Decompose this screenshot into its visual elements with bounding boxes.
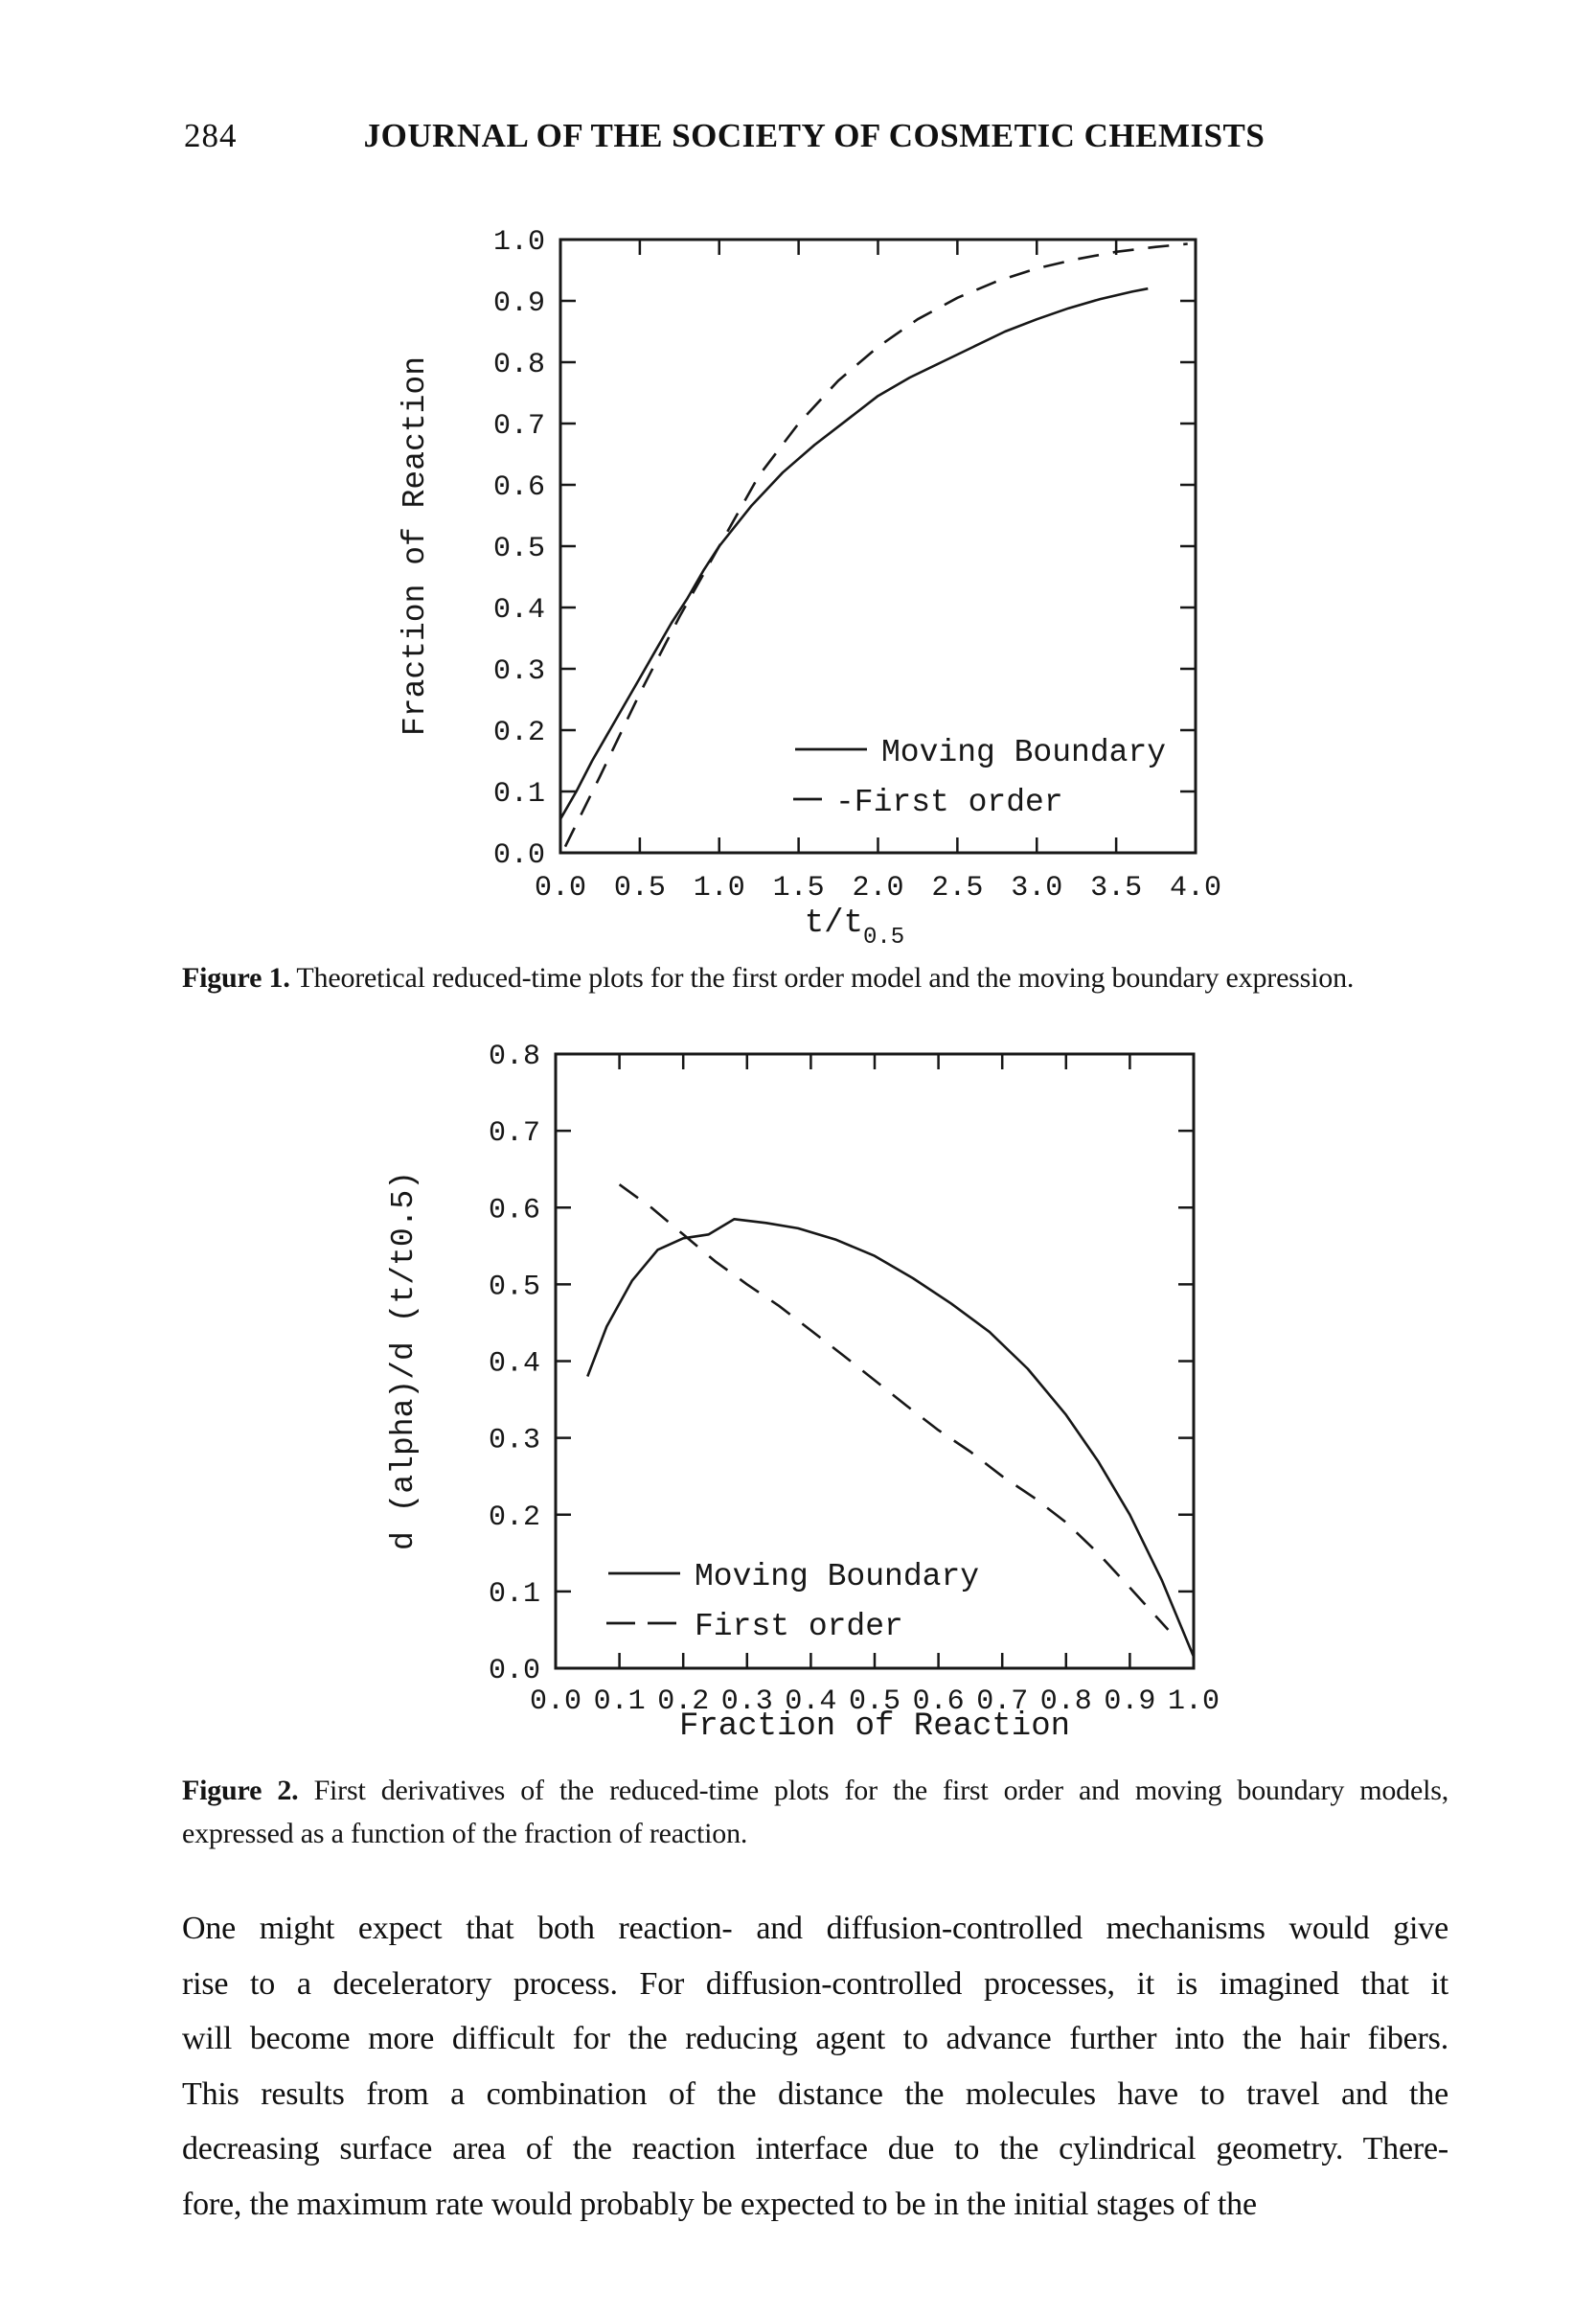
body-text-line: rise to a deceleratory process. For diffusion-controlled processes, it is imagined that it [182,1965,1448,2002]
page-number: 284 [184,117,238,154]
x-tick-label: 2.5 [931,872,984,905]
figure-1-chart [268,163,1303,987]
journal-title: JOURNAL OF THE SOCIETY OF COSMETIC CHEMISTS [363,117,1265,154]
x-tick-label: 0.0 [529,1685,582,1718]
figure-2-caption [182,1769,1448,1855]
y-tick-label: 0.2 [488,1501,540,1534]
x-tick-label: 0.5 [848,1685,901,1718]
y-axis-title: Fraction of Reaction [398,355,433,737]
x-tick-label: 2.0 [852,872,904,905]
x-tick-label: 0.8 [1039,1685,1092,1718]
y-tick-label: 1.0 [492,226,545,259]
body-text-line: decreasing surface area of the reaction interface due to the cylindrical geometry. There- [182,2131,1448,2166]
y-tick-label: 0.3 [492,655,545,688]
figure-2-caption-line: Figure 2. First derivatives of the reduced-time plots for the first order and moving boundary models, [182,1775,1448,1806]
body-text-line: fore, the maximum rate would probably be expected to be in the initial stages of the [182,2186,1257,2222]
y-tick-label: 0.2 [492,717,545,749]
figure-2-caption-label: Figure 2. [182,1775,314,1806]
y-tick-label: 0.6 [492,471,545,504]
figure-1-caption-text: Theoretical reduced-time plots for the first order model and the moving boundary expression. [296,962,1355,994]
body-text-line: will become more difficult for the reducing agent to advance further into the hair fibers. [182,2021,1448,2056]
x-tick-label: 0.7 [976,1685,1029,1718]
x-tick-label: 4.0 [1169,872,1222,905]
y-tick-label: 0.4 [488,1347,540,1381]
x-tick-label: 0.6 [912,1685,965,1718]
y-tick-label: 0.4 [492,594,545,627]
y-tick-label: 0.1 [492,778,545,811]
legend-label: Moving Boundary [881,735,1167,770]
body-text-line: This results from a combination of the distance the molecules have to travel and the [182,2075,1448,2112]
y-tick-label: 0.0 [488,1655,540,1687]
x-axis-title: Fraction of Reaction [678,1708,1071,1745]
figure-2-caption-line: expressed as a function of the fraction of reaction. [182,1818,748,1849]
legend-label: Moving Boundary [695,1559,980,1594]
body-paragraph [182,1901,1448,2232]
x-tick-label: 0.2 [657,1685,710,1718]
y-tick-label: 0.7 [488,1117,540,1151]
y-tick-label: 0.6 [488,1194,540,1227]
y-tick-label: 0.8 [488,1041,540,1073]
body-text-line: One might expect that both reaction- and diffusion-controlled mechanisms would give [182,1911,1448,1946]
y-tick-label: 0.3 [488,1424,540,1457]
y-axis-title: d (alpha)/d (t/t0.5) [386,1170,422,1551]
x-tick-label: 3.5 [1090,872,1143,905]
y-tick-label: 0.5 [488,1271,540,1304]
y-tick-label: 0.5 [492,533,545,565]
x-axis-title: $t/t_{0.5}$ [804,905,905,951]
x-tick-label: 1.0 [693,872,745,905]
x-tick-label: 1.5 [772,872,825,905]
y-tick-label: 0.1 [488,1577,540,1611]
y-tick-label: 0.8 [492,349,545,381]
x-tick-label: 0.5 [613,872,666,905]
figure-2-chart [268,977,1303,1773]
y-tick-label: 0.9 [492,287,545,320]
x-tick-label: 0.0 [534,872,587,905]
y-tick-label: 0.7 [492,410,545,443]
page-header [182,117,1447,159]
x-tick-label: 0.9 [1104,1685,1156,1718]
legend-label: -First order [835,785,1063,820]
x-tick-label: 3.0 [1011,872,1063,905]
x-tick-label: 0.4 [785,1685,837,1718]
x-tick-label: 0.3 [720,1685,773,1718]
x-tick-label: 1.0 [1167,1685,1220,1718]
legend-label: First order [695,1609,903,1644]
x-tick-label: 0.1 [593,1685,646,1718]
figure-1-caption-label: Figure 1. [182,962,290,994]
y-tick-label: 0.0 [492,839,545,872]
